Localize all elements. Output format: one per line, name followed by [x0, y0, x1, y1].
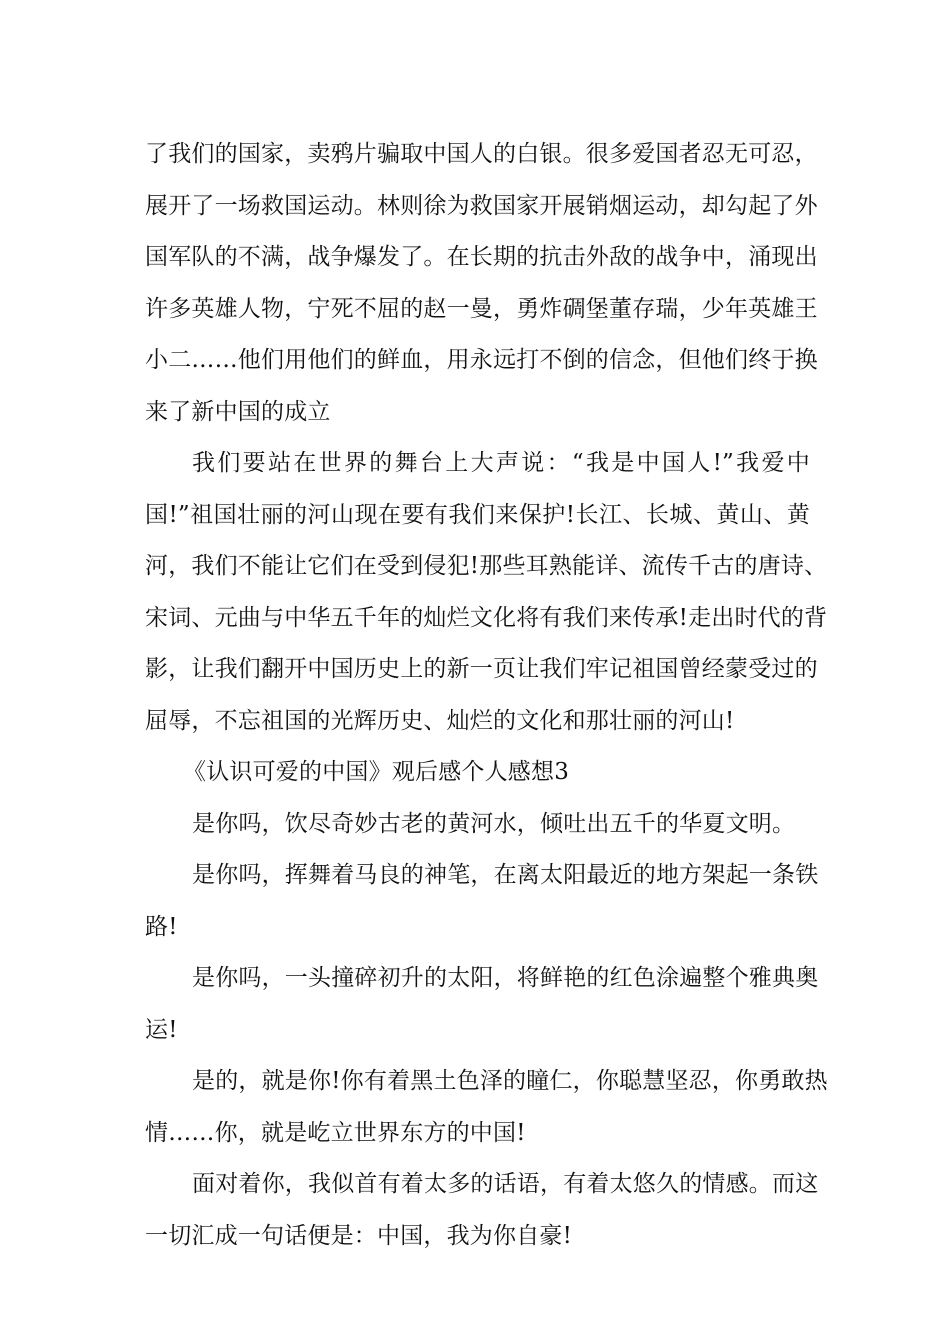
- text-line: 路!: [145, 913, 178, 940]
- text-line: 河，我们不能让它们在受到侵犯!那些耳熟能详、流传千古的唐诗、: [145, 553, 828, 579]
- paragraph: [145, 953, 819, 1056]
- text-line: 我们要站在世界的舞台上大声说：“我是中国人!”我爱中: [192, 450, 810, 476]
- text-line: 国!”祖国壮丽的河山现在要有我们来保护!长江、长城、黄山、黄: [145, 501, 810, 528]
- text-line: 是的，就是你!你有着黑土色泽的瞳仁，你聪慧坚忍，你勇敢热: [192, 1068, 828, 1094]
- text-line: 情……你，就是屹立世界东方的中国!: [145, 1119, 526, 1146]
- text-line: 影，让我们翻开中国历史上的新一页让我们牢记祖国曾经蒙受过的: [145, 656, 818, 682]
- text-line: 国军队的不满，战争爆发了。在长期的抗击外敌的战争中，涌现出: [145, 244, 818, 270]
- text-line: 面对着你，我似首有着太多的话语，有着太悠久的情感。而这: [192, 1171, 819, 1197]
- text-line: 是你吗，挥舞着马良的神笔，在离太阳最近的地方架起一条铁: [192, 862, 819, 888]
- paragraph: [145, 799, 810, 851]
- text-line: 来了新中国的成立: [145, 398, 331, 425]
- text-line: 一切汇成一句话便是：中国，我为你自豪!: [145, 1222, 573, 1249]
- text-line: 宋词、元曲与中华五千年的灿烂文化将有我们来传承!走出时代的背: [145, 604, 828, 631]
- text-line: 运!: [145, 1016, 178, 1043]
- paragraph: [145, 1056, 828, 1159]
- paragraph: [145, 438, 828, 747]
- paragraph: [145, 850, 819, 953]
- paragraph-continued: [145, 129, 818, 438]
- text-line: 屈辱，不忘祖国的光辉历史、灿烂的文化和那壮丽的河山!: [145, 707, 735, 734]
- text-line: 是你吗，一头撞碎初升的太阳，将鲜艳的红色涂遍整个雅典奥: [192, 965, 819, 991]
- text-line: 许多英雄人物，宁死不屈的赵一曼，勇炸碉堡董存瑞，少年英雄王: [145, 295, 818, 322]
- section-title: 《认识可爱的中国》观后感个人感想3: [183, 759, 570, 785]
- document-body: [145, 129, 828, 1262]
- paragraph: [145, 1159, 819, 1262]
- text-line: 是你吗，饮尽奇妙古老的黄河水，倾吐出五千的华夏文明。: [192, 810, 796, 837]
- text-line: 展开了一场救国运动。林则徐为救国家开展销烟运动，却勾起了外: [145, 192, 818, 219]
- text-line: 小二……他们用他们的鲜血，用永远打不倒的信念，但他们终于换: [145, 347, 818, 373]
- text-line: 了我们的国家，卖鸦片骗取中国人的白银。很多爱国者忍无可忍，: [145, 141, 818, 167]
